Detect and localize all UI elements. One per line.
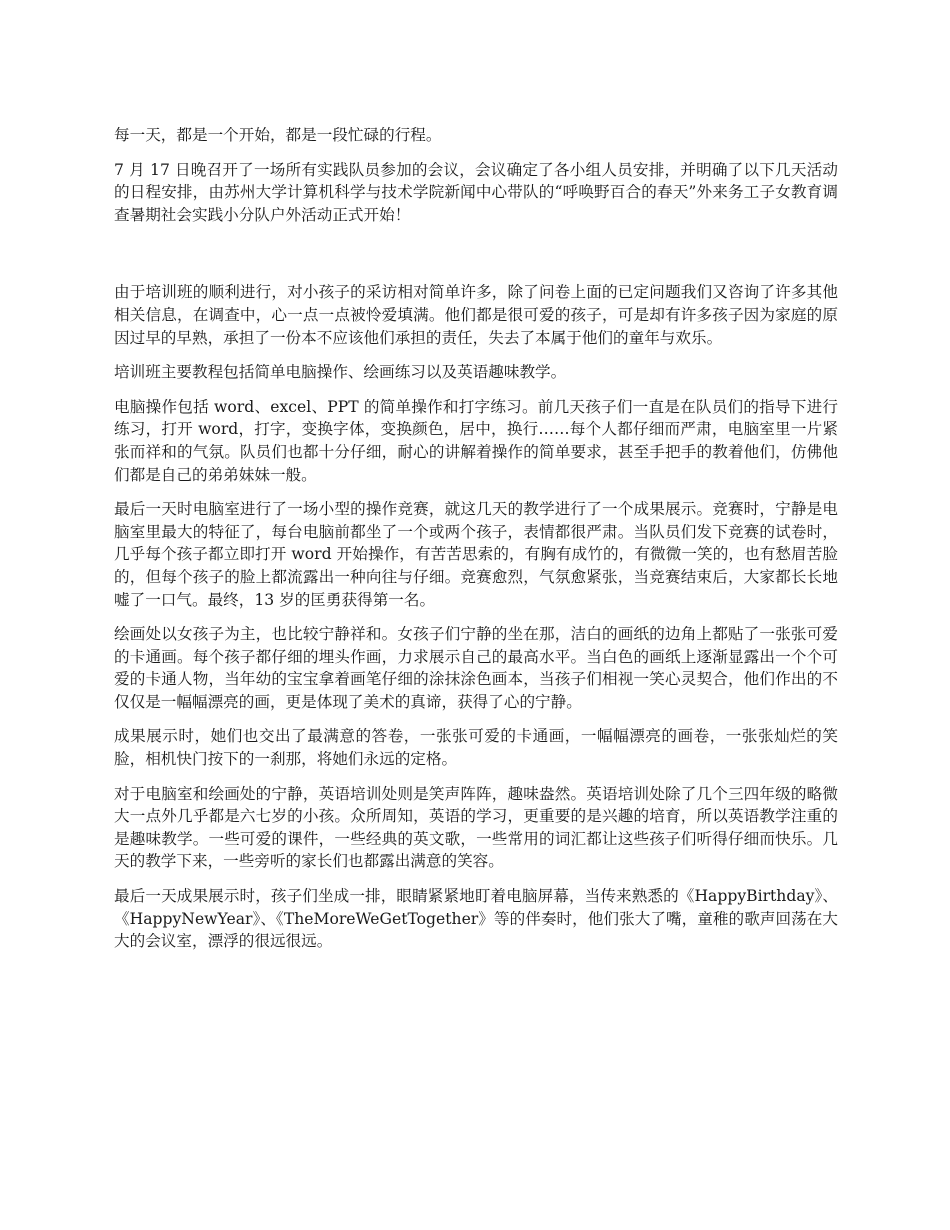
paragraph-9: 对于电脑室和绘画处的宁静，英语培训处则是笑声阵阵，趣味盎然。英语培训处除了几个三四年级的略微大一点外几乎都是六七岁的小孩。众所周知，英语的学习，更重要的是兴趣的培育，所以英语教学注重的是趣味教学。一些可爱的课件，一些经典的英文歌，一些常用的词汇都让这些孩子们听得仔细而快乐。几天的教学下来，一些旁听的家长们也都露出满意的笑容。 [114,784,838,871]
paragraph-10: 最后一天成果展示时，孩子们坐成一排，眼睛紧紧地盯着电脑屏幕，当传来熟悉的《HappyBirthday》、《HappyNewYear》、《TheMoreWeGetTogether》等的伴奏时，他们张大了嘴，童稚的歌声回荡在大大的会议室，漂浮的很远很远。 [114,887,838,951]
paragraph-7: 绘画处以女孩子为主，也比较宁静祥和。女孩子们宁静的坐在那，洁白的画纸的边角上都贴了一张张可爱的卡通画。每个孩子都仔细的埋头作画，力求展示自己的最高水平。当白色的画纸上逐渐显露出一个个可爱的卡通人物，当年幼的宝宝拿着画笔仔细的涂抹涂色画本，当孩子们相视一笑心灵契合，他们作出的不仅仅是一幅幅漂亮的画，更是体现了美术的真谛，获得了心的宁静。 [114,625,838,711]
paragraph-4: 培训班主要教程包括简单电脑操作、绘画练习以及英语趣味教学。 [114,363,567,382]
paragraph-2: 7 月 17 日晚召开了一场所有实践队员参加的会议，会议确定了各小组人员安排，并明确了以下几天活动的日程安排，由苏州大学计算机科学与技术学院新闻中心带队的“呼唤野百合的春天”外来务工子女教育调查暑期社会实践小分队户外活动正式开始！ [114,160,838,224]
paragraph-6: 最后一天时电脑室进行了一场小型的操作竞赛，就这几天的教学进行了一个成果展示。竞赛时，宁静是电脑室里最大的特征了，每台电脑前都坐了一个或两个孩子，表情都很严肃。当队员们发下竞赛的试卷时，几乎每个孩子都立即打开 word 开始操作，有苦苦思索的，有胸有成竹的，有微微一笑的，也有愁眉苦脸的，但每个孩子的脸上都流露出一种向往与仔细。竞赛愈烈，气氛愈紧张，当竞赛结束后，大家都长长地嘘了一口气。最终，13 岁的匡勇获得第一名。 [114,500,838,609]
paragraph-3: 由于培训班的顺利进行，对小孩子的采访相对简单许多，除了问卷上面的已定问题我们又咨询了许多其他相关信息，在调查中，心一点一点被怜爱填满。他们都是很可爱的孩子，可是却有许多孩子因为家庭的原因过早的早熟，承担了一份本不应该他们承担的责任，失去了本属于他们的童年与欢乐。 [114,283,838,347]
paragraph-8: 成果展示时，她们也交出了最满意的答卷，一张张可爱的卡通画，一幅幅漂亮的画卷，一张张灿烂的笑脸，相机快门按下的一刹那，将她们永远的定格。 [114,727,838,769]
paragraph-1: 每一天，都是一个开始，都是一段忙碌的行程。 [114,126,442,144]
paragraph-5: 电脑操作包括 word、excel、PPT 的简单操作和打字练习。前几天孩子们一直是在队员们的指导下进行练习，打开 word，打字，变换字体，变换颜色，居中，换行……每个人都仔细而严肃，电脑室里一片紧张而祥和的气氛。队员们也都十分仔细，耐心的讲解着操作的简单要求，甚至手把手的教着他们，仿佛他们都是自己的弟弟妹妹一般。 [114,397,838,484]
document-body [114,124,838,965]
blank-spacer [114,238,838,281]
